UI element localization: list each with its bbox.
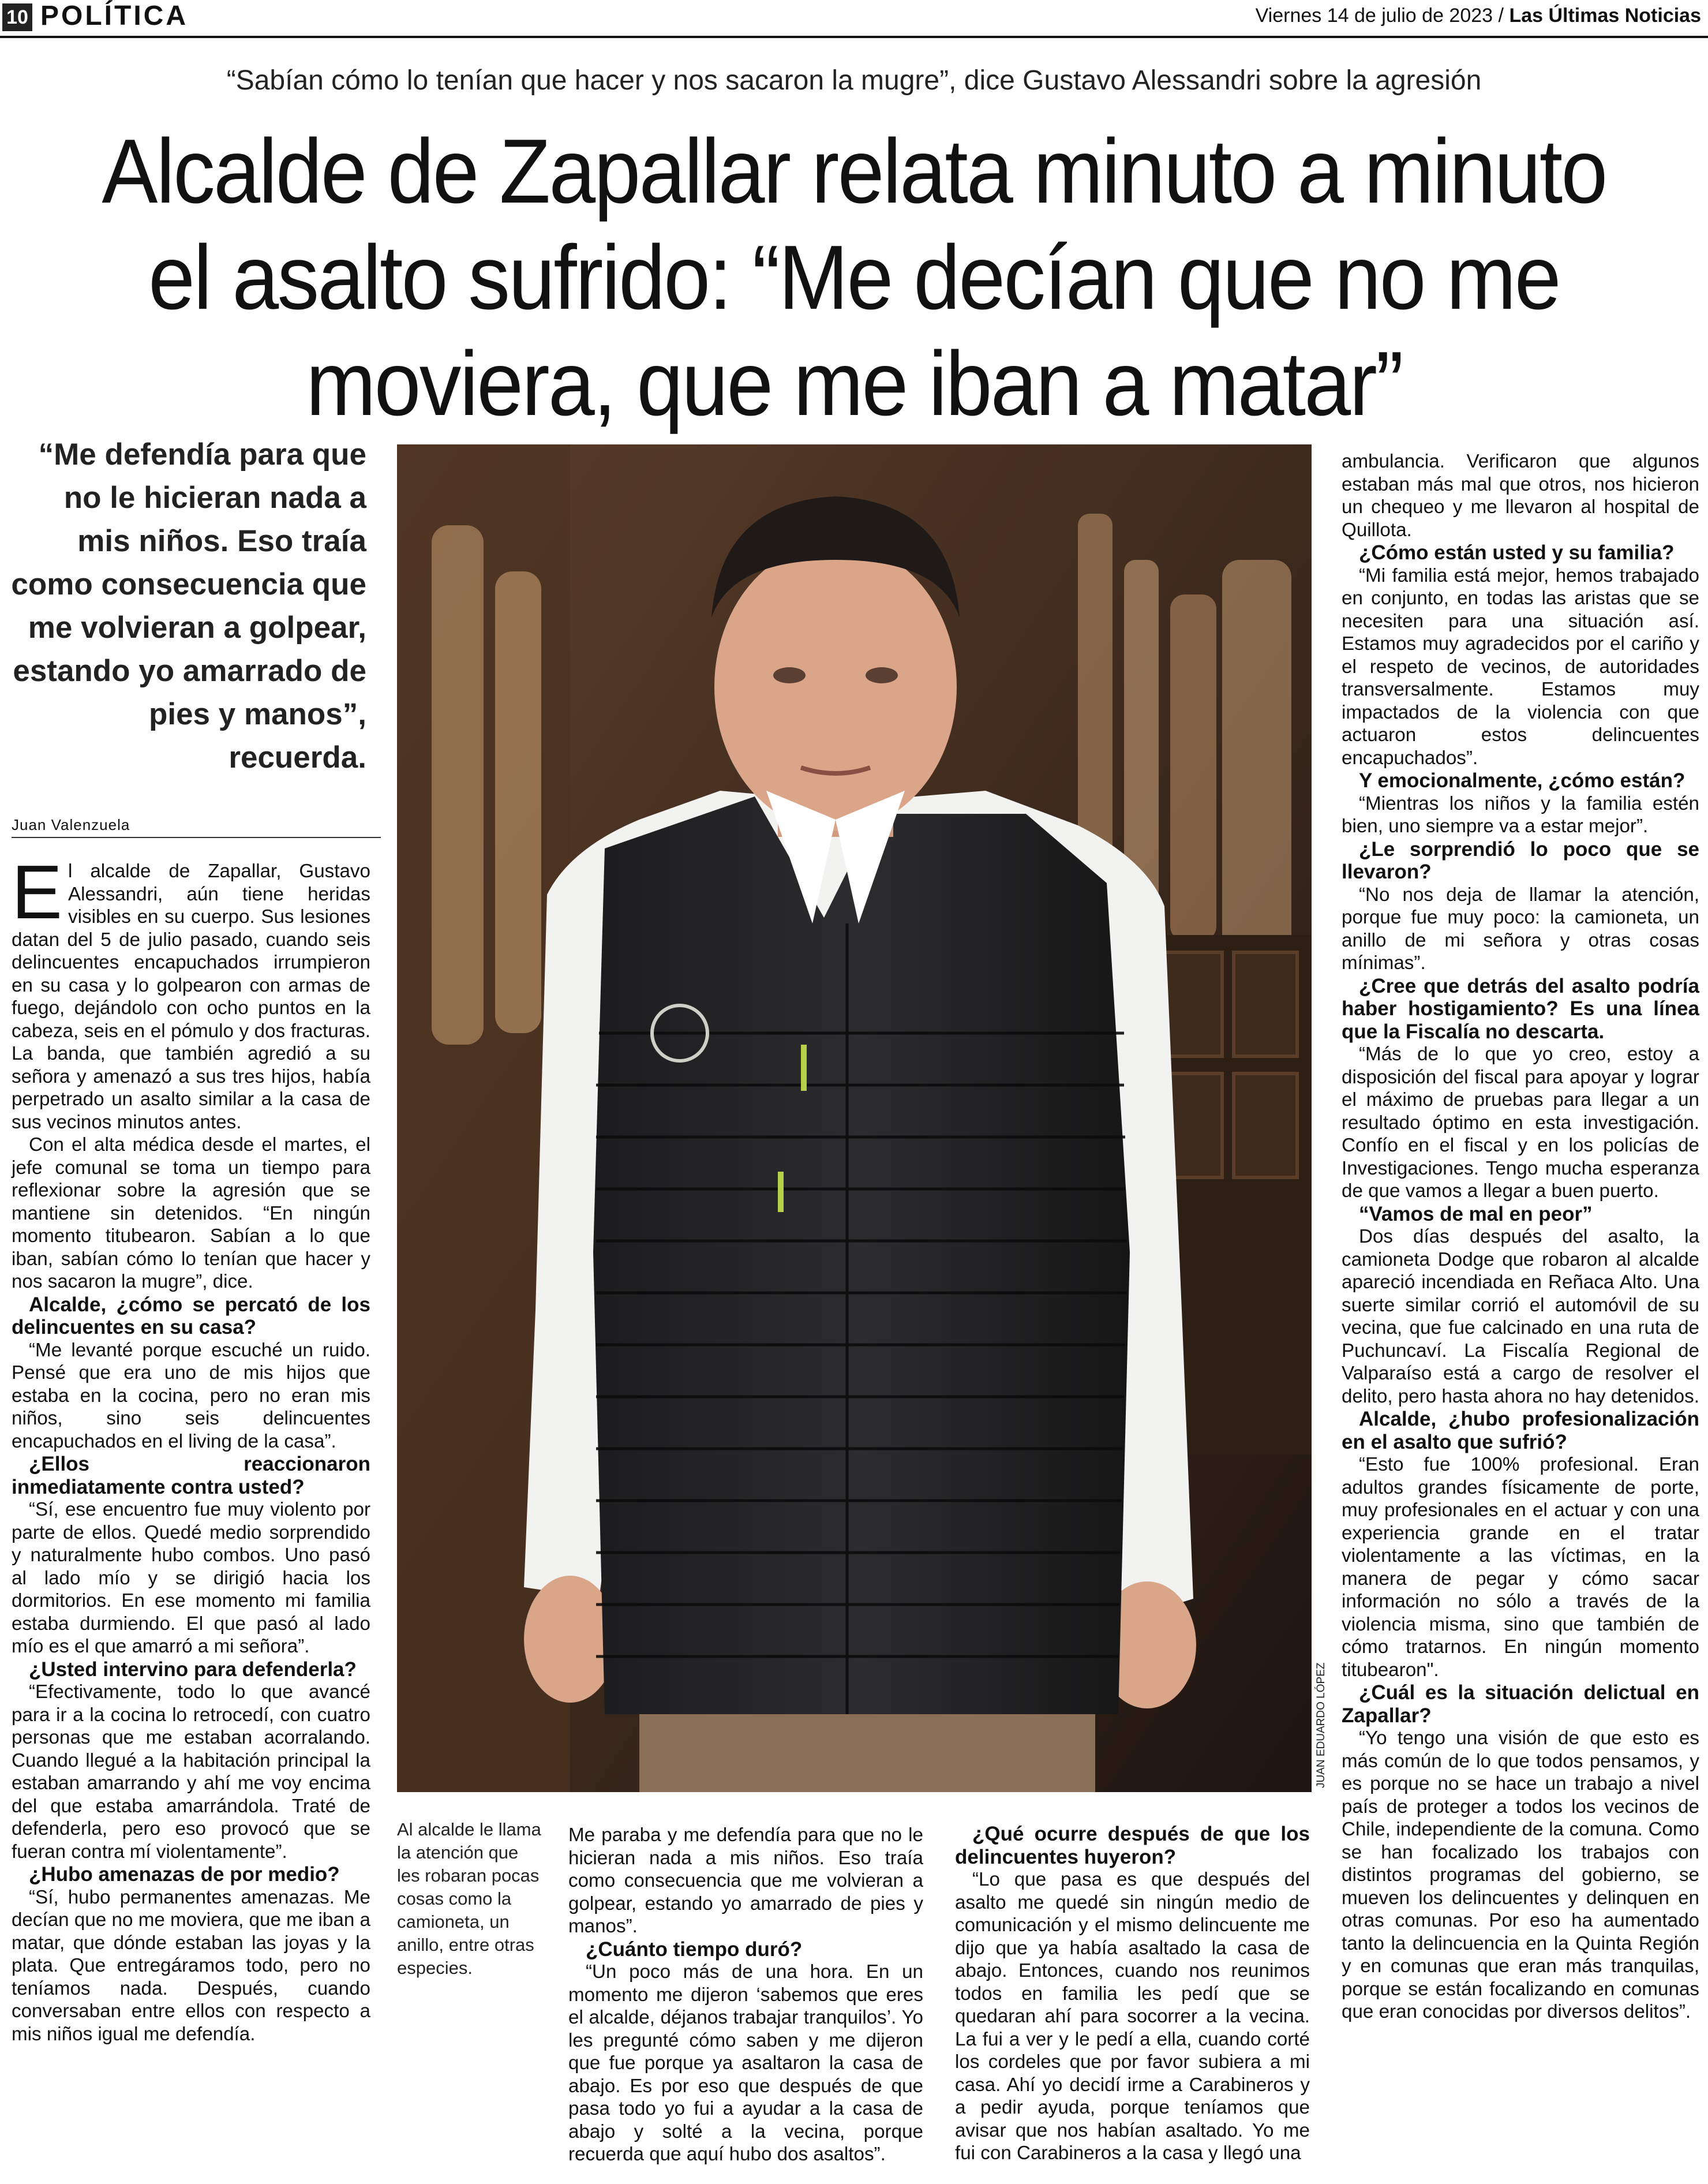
- header-rule: [0, 36, 1708, 38]
- interview-answer: “Mientras los niños y la familia estén bien, uno siempre va a estar mejor”.: [1342, 792, 1699, 837]
- interview-question: ¿Cree que detrás del asalto podría haber hostigamiento? Es una línea que la Fiscalía no descarta.: [1342, 974, 1699, 1043]
- interview-question: ¿Cuánto tiempo duró?: [586, 1938, 803, 1961]
- interview-question: Y emocionalmente, ¿cómo están?: [1359, 769, 1685, 792]
- interview-question: Alcalde, ¿hubo profesionalización en el asalto que sufrió?: [1342, 1408, 1699, 1453]
- interview-question: ¿Le sorprendió lo poco que se llevaron?: [1342, 837, 1699, 883]
- interview-answer: “Me levanté porque escuché un ruido. Pensé que era uno de mis hijos que estaba en la cocina, pero no eran mis niños, sino seis delincuentes encapuchados en el living de la casa”.: [12, 1339, 370, 1452]
- page-number: 10: [2, 3, 32, 31]
- interview-question: Alcalde, ¿cómo se percató de los delincuentes en su casa?: [12, 1293, 370, 1338]
- headline-line: Alcalde de Zapallar relata minuto a minuto: [102, 121, 1606, 222]
- headline-line: moviera, que me iban a matar”: [306, 333, 1402, 435]
- dateline-separator: /: [1498, 5, 1504, 27]
- interview-question: ¿Ellos reaccionaron inmediatamente contra usted?: [12, 1453, 370, 1498]
- interview-question: ¿Cuál es la situación delictual en Zapallar?: [1342, 1681, 1699, 1727]
- interview-question: ¿Cómo están usted y su familia?: [1359, 541, 1675, 564]
- interview-answer: “Yo tengo una visión de que esto es más común de lo que todos pensamos, y es porque no se hace un trabajo a nivel país de proteger a todos los vecinos de Chile, independiente de la comuna. Como se han focalizado los trabajos con distintos programas del gobierno, se mueven los delincuentes y delinquen en otras comunas. Por eso ha aumentado tanto la delincuencia en la Quinta Región y en comunas que eran más tranquilas, porque se están focalizando en comunas que eran conocidas por diversos delitos”.: [1342, 1727, 1699, 2022]
- interview-answer: “Sí, hubo permanentes amenazas. Me decían que no me moviera, que me iban a matar, que dónde estaban las joyas y la plata. Que entregáramos todo, pero no teníamos nada. Después, cuando conversaban entre ellos con respecto a mis niños igual me defendía.: [12, 1886, 370, 2045]
- headline: [84, 118, 1624, 437]
- drop-cap: E: [12, 850, 63, 934]
- paragraph: Me paraba y me defendía para que no le hicieran nada a mis niños. Eso traía como consecuencia que me volvieran a golpear, estando yo amarrado de pies y manos”.: [568, 1824, 923, 1937]
- interview-answer: “Más de lo que yo creo, estoy a disposición del fiscal para apoyar y lograr el máximo de pruebas para llegar a un resultado óptimo en esta investigación. Confío en el fiscal y en los policías de Investigaciones. Tengo mucha esperanza de que vamos a llegar a buen puerto.: [1342, 1044, 1699, 1202]
- interview-answer: “Un poco más de una hora. En un momento me dijeron ‘sabemos que eres el alcalde, déjanos trabajar tranquilos’. Yo les pregunté cómo saben y me dijeron que fue porque ya asaltaron la casa de abajo. Es por eso que después de que pasa todo yo fui a ayudar a la casa de abajo y solté a la vecina, porque recuerda que aquí hubo dos asaltos”.: [568, 1961, 923, 2165]
- interview-question: ¿Qué ocurre después de que los delincuentes huyeron?: [955, 1823, 1310, 1868]
- interview-answer: “Lo que pasa es que después del asalto me quedé sin ningún medio de comunicación y el mismo delincuente me dijo que ya había asaltado la casa de abajo. Entonces, cuando nos reunimos todos en familia les pedí que se quedaran ahí para socorrer a la vecina. La fui a ver y le pedí a ella, cuando corté los cordeles que por favor subiera a mi casa. Ahí yo decidí irme a Carabineros y a pedir ayuda, porque teníamos que avisar que nos habían asaltado. Yo me fui con Carabineros a la casa y llegó una: [955, 1869, 1310, 2164]
- interview-answer: “Mi familia está mejor, hemos trabajado en conjunto, en todas las aristas que se necesiten para una situación así. Estamos muy agradecidos por el cariño y el respeto de vecinos, de autoridades transversalmente. Estamos muy impactados de la violencia con que actuaron estos delincuentes encapuchados”.: [1342, 564, 1699, 769]
- paragraph: Con el alta médica desde el martes, el jefe comunal se toma un tiempo para reflexionar sobre la agresión que se mantiene sin detenidos. “En ningún momento titubearon. Sabían a lo que iban, sabían cómo lo tenían que hacer y nos sacaron la mugre”, dice.: [12, 1134, 370, 1292]
- interview-answer: “No nos deja de llamar la atención, porque fue muy poco: la camioneta, un anillo de mi señora y otras cosas mínimas”.: [1342, 884, 1699, 974]
- interview-answer: “Efectivamente, todo lo que avancé para ir a la cocina lo retrocedí, con cuatro personas que me estaban acorralando. Cuando llegué a la habitación principal la estaban amarrando y ahí me voy encima del que estaba amarrándola. Traté de defenderla, pero eso provocó que se fueran contra mí violentamente”.: [12, 1681, 370, 1863]
- article-column-4: [1342, 450, 1699, 2024]
- byline: Juan Valenzuela: [12, 816, 130, 833]
- interview-question: ¿Usted intervino para defenderla?: [29, 1658, 357, 1681]
- pull-quote: “Me defendía para que no le hicieran nada a mis niños. Eso traía como consecuencia que me volvieran a golpear, estando yo amarrado de pies y manos”, recuerda.: [11, 437, 366, 775]
- subheading: “Vamos de mal en peor”: [1359, 1202, 1593, 1225]
- interview-answer: “Esto fue 100% profesional. Eran adultos grandes físicamente de porte, muy profesionales en el actuar y con una experiencia grande en el tratar violentamente a las víctimas, en la manera de pegar y cómo sacar información no sólo a través de la violencia misma, sino que también de cómo tratarnos. En ningún momento titubearon".: [1342, 1454, 1699, 1681]
- photo-caption: Al alcalde le llama la atención que les robaran pocas cosas como la camioneta, un anillo, entre otras especies.: [397, 1819, 541, 1978]
- publication-name: Las Últimas Noticias: [1509, 5, 1701, 27]
- headline-line: el asalto sufrido: “Me decían que no me: [148, 227, 1560, 328]
- paragraph: Dos días después del asalto, la camioneta Dodge que robaron al alcalde apareció incendiada en Reñaca Alto. Una suerte similar corrió el automóvil de su vecina, que fue calcinado en una ruta de Puchuncaví. La Fiscalía Regional de Valparaíso está a cargo de resolver el delito, pero hasta ahora no hay detenidos.: [1342, 1226, 1699, 1407]
- article-column-1: [12, 850, 370, 2045]
- article-column-3: [955, 1823, 1310, 2165]
- interview-answer: “Sí, ese encuentro fue muy violento por parte de ellos. Quedé medio sorprendido y naturalmente hubo combos. Uno pasó al lado mío y se dirigió hacia los dormitorios. En ese momento mi familia estaba durmiendo. El que pasó al lado mío es el que amarró a mi señora”.: [12, 1499, 370, 1657]
- photo-credit: [1313, 1651, 1336, 1789]
- article-column-2: [568, 1824, 923, 2166]
- dateline: [1256, 5, 1701, 27]
- paragraph: ambulancia. Verificaron que algunos estaban más mal que otros, nos hicieron un chequeo y me llevaron al hospital de Quillota.: [1342, 451, 1699, 541]
- kicker: “Sabían cómo lo tenían que hacer y nos sacaron la mugre”, dice Gustavo Alessandri sobre la agresión: [226, 65, 1482, 96]
- issue-date: Viernes 14 de julio de 2023: [1255, 5, 1493, 27]
- photo-credit-text: JUAN EDUARDO LÓPEZ: [1315, 1662, 1327, 1788]
- interview-question: ¿Hubo amenazas de por medio?: [29, 1863, 340, 1886]
- portrait-illustration: [397, 444, 1312, 1792]
- portrait-photo: [397, 444, 1312, 1792]
- section-title: POLÍTICA: [40, 1, 188, 31]
- lead-paragraph: El alcalde de Zapallar, Gustavo Alessandri, aún tiene heridas visibles en su cuerpo. Sus lesiones datan del 5 de julio pasado, cuando seis delincuentes encapuchados irrumpieron en su casa y lo golpearon con armas de fuego, dejándolo con ocho puntos en la cabeza, seis en el pómulo y dos fracturas. La banda, que también agredió a su señora y amenazó a sus tres hijos, había perpetrado un asalto similar a la casa de sus vecinos minutos antes.: [12, 850, 370, 1133]
- byline-rule: [12, 837, 381, 838]
